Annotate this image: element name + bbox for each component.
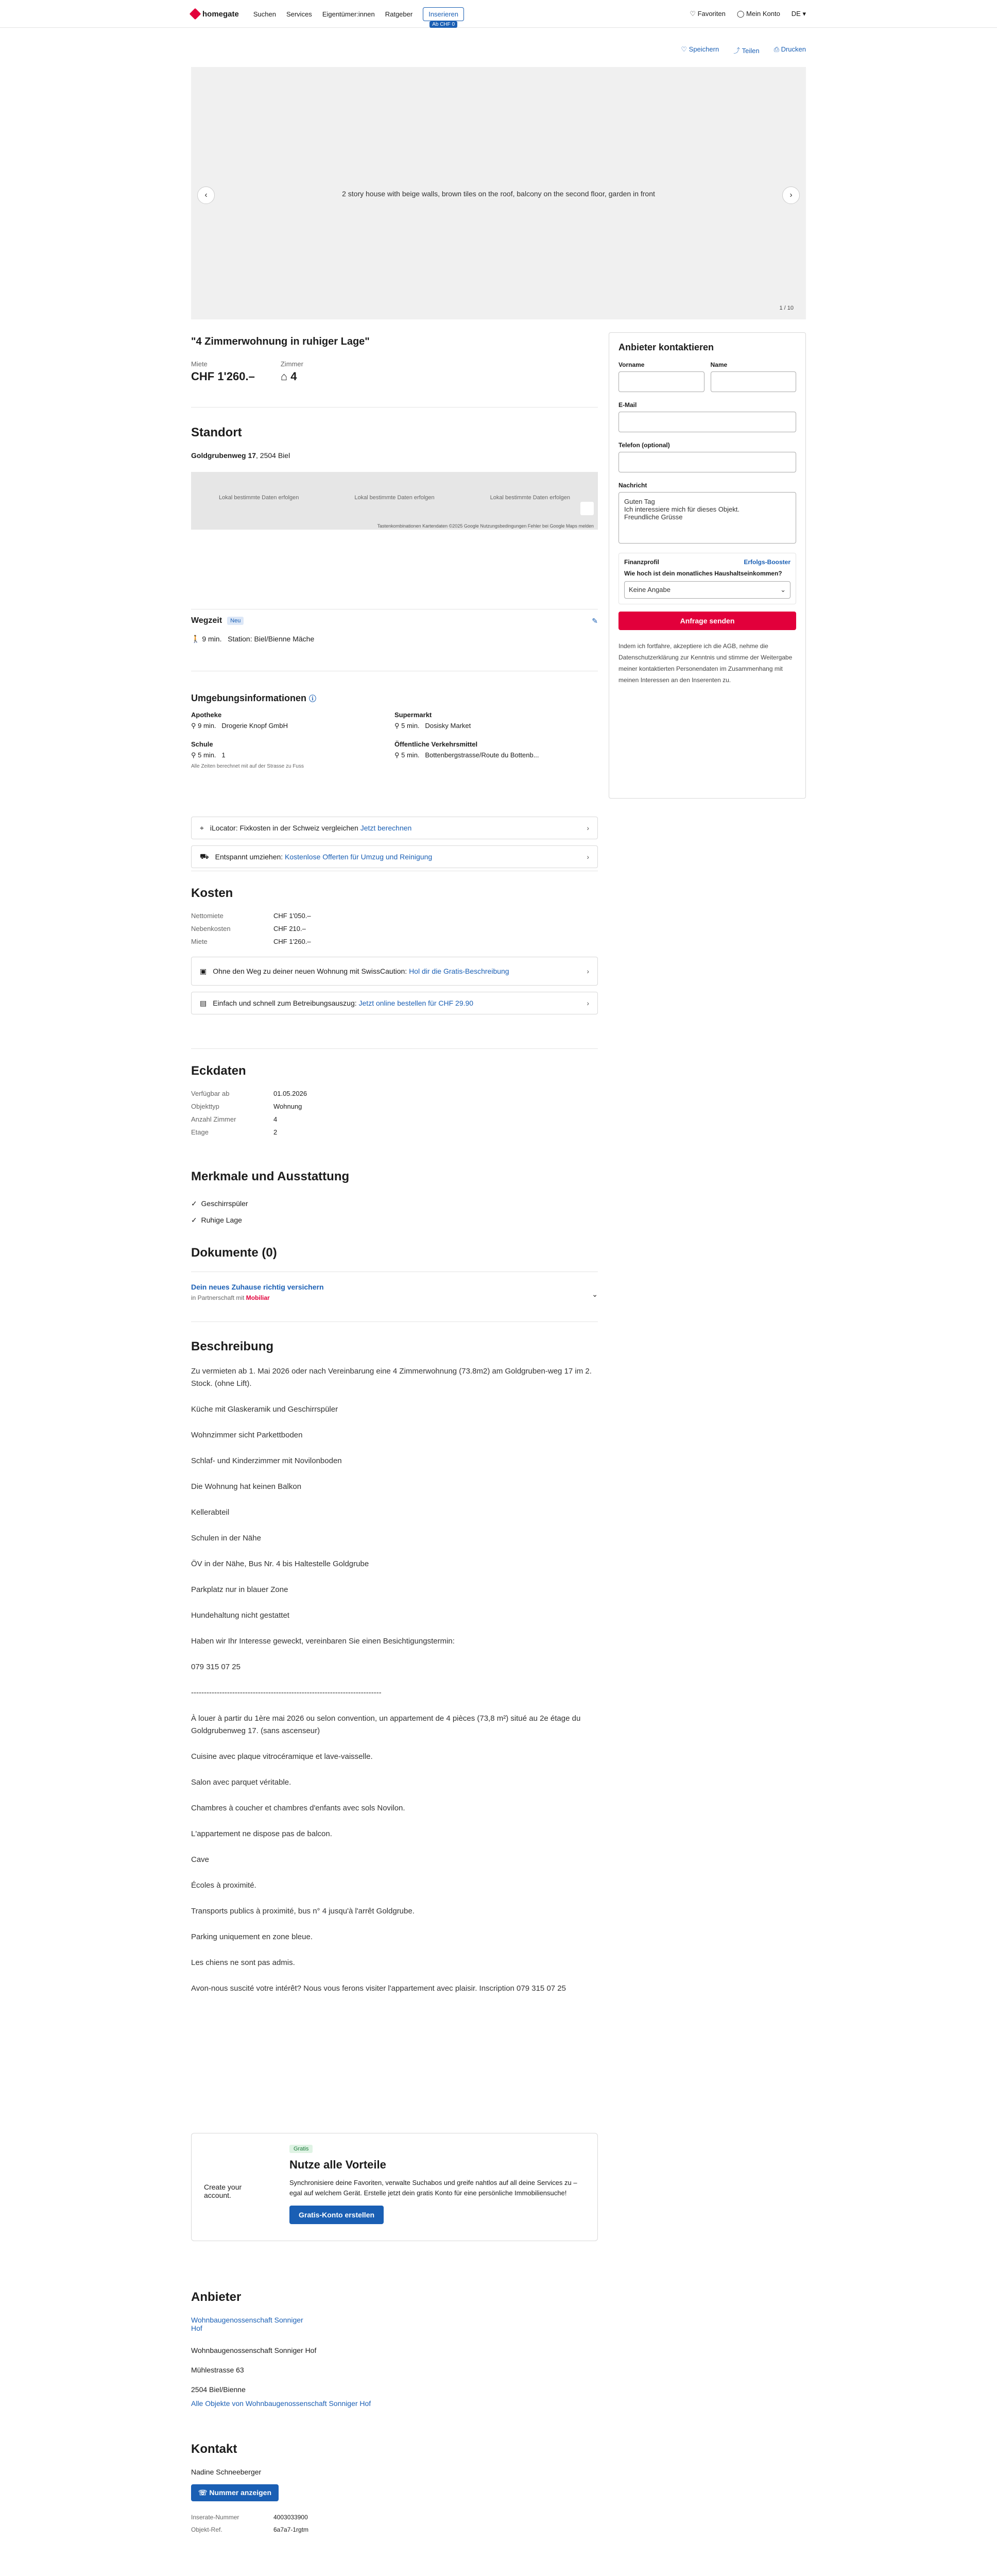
documents-section: Dokumente (0) (191, 1246, 277, 1260)
site-header (0, 0, 997, 28)
description-paragraph: Parking uniquement en zone bleue. (191, 1933, 313, 1941)
description-paragraph: Chambres à coucher et chambres d'enfants avec sols Novilon. (191, 1804, 405, 1812)
description-paragraph: Küche mit Glaskeramik und Geschirrspüler (191, 1405, 338, 1414)
account-link[interactable]: ◯ Mein Konto (736, 10, 780, 18)
nav-services[interactable]: Services (286, 10, 312, 18)
fullscreen-icon[interactable] (580, 502, 594, 515)
ilocator-promo[interactable]: ⌖ iLocator: Fixkosten in der Schweiz vergleichen Jetzt berechnen › (191, 817, 598, 839)
description-paragraph: Schlaf- und Kinderzimmer mit Novilonboden (191, 1456, 342, 1465)
description-paragraph: Kellerabteil (191, 1508, 230, 1517)
description-paragraph: Avon-nous suscité votre intérêt? Nous vous ferons visiter l'appartement avec plaisir. Inscription 079 315 07 25 (191, 1984, 566, 1993)
contact-person-section: Kontakt Nadine Schneeberger ☏ Nummer anzeigen Inserate-Nummer 4003033900 Objekt-Ref. 6a7a7-1rgtm (191, 2442, 309, 2533)
rooms-icon: ⌂ (280, 370, 288, 383)
betreibung-promo[interactable]: ▤ Einfach und schnell zum Betreibungsauszug: Jetzt online bestellen für CHF 29.90 › (191, 992, 598, 1014)
features-section: Merkmale und Ausstattung ✓ Geschirrspüler ✓ Ruhige Lage (191, 1170, 598, 1228)
save-button[interactable]: ♡ Speichern (681, 45, 719, 53)
description-paragraph: Écoles à proximité. (191, 1881, 256, 1890)
print-button[interactable]: ⎙ Drucken (773, 45, 806, 53)
provider-all-listings-link[interactable]: Alle Objekte von Wohnbaugenossenschaft Sonniger Hof (191, 2399, 371, 2408)
favorites-link[interactable]: ♡ Favoriten (690, 10, 726, 18)
commute-section: Wegzeit Neu ✎ 🚶 9 min. Station: Biel/Bienne Mäche (191, 616, 598, 643)
gallery-counter: 1 / 10 (779, 305, 794, 311)
message-textarea[interactable]: Guten Tag Ich interessiere mich für dieses Objekt. Freundliche Grüsse (618, 492, 796, 544)
chevron-down-icon: ⌄ (592, 1290, 598, 1298)
send-inquiry-button[interactable]: Anfrage senden (618, 612, 796, 630)
rooms-count: 4 (290, 370, 297, 383)
cta-price-tag: Ab CHF 0 (429, 21, 457, 28)
finance-profile: Finanzprofil Erfolgs-Booster Wie hoch ist dein monatliches Haushaltseinkommen? Keine Angabe ⌄ (618, 553, 796, 604)
check-icon: ✓ (191, 1199, 197, 1208)
location-heading: Standort (191, 426, 242, 439)
description-paragraph: Zu vermieten ab 1. Mai 2026 oder nach Vereinbarung eine 4 Zimmerwohnung (73.8m2) am Goldgruben-weg 17 im 2. Stock. (ohne Lift). (191, 1367, 592, 1388)
provider-link[interactable]: Wohnbaugenossenschaft Sonniger Hof (191, 2316, 303, 2332)
nav-suchen[interactable]: Suchen (253, 10, 276, 18)
contact-form: Anbieter kontaktieren Vorname Name E-Mail Telefon (optional) Nachricht Guten Tag Ich interessiere mich für dieses Objekt. Freundliche Grüsse Finanzprofil Erfolgs-Booster Wie hoch ist dein monatliches Haushaltseinkommen? Keine Angabe ⌄ Anfrage senden Indem ich fortfahre, akzeptiere ich die AGB, nehme die Datenschutzerklärung zur Kenntnis und stimme der Weitergabe meiner kontaktierten Personendaten im Zusammenhang mit meinen Interessen an den Inserenten zu. (609, 332, 806, 799)
phone-input[interactable] (618, 452, 796, 472)
description-paragraph: -------------------------------------------------------------------------- (191, 1688, 382, 1697)
gallery-prev-icon[interactable]: ‹ (197, 187, 215, 204)
gallery-next-icon[interactable]: › (782, 187, 800, 204)
listing-title: "4 Zimmerwohnung in ruhiger Lage" (191, 336, 370, 347)
insurance-promo[interactable]: Dein neues Zuhause richtig versichern in Partnerschaft mit Mobiliar ⌄ (191, 1283, 598, 1301)
income-select[interactable]: Keine Angabe ⌄ (624, 581, 790, 599)
show-number-button[interactable]: ☏ Nummer anzeigen (191, 2484, 279, 2501)
description-paragraph: Les chiens ne sont pas admis. (191, 1958, 295, 1967)
description-paragraph: À louer à partir du 1ère mai 2026 ou selon convention, un appartement de 4 pièces (73,8 m²) situé au 2e étage du Goldgrubenweg 17. (sans ascenseur) (191, 1714, 581, 1735)
check-icon: ✓ (191, 1216, 197, 1224)
location-section (191, 426, 598, 530)
share-button[interactable]: ⤴ Teilen (733, 47, 760, 55)
nav-eigentuemer[interactable]: Eigentümer:innen (322, 10, 375, 18)
details-section: Eckdaten Verfügbar ab 01.05.2026 Objekttyp Wohnung Anzahl Zimmer 4 Etage 2 (191, 1064, 307, 1136)
new-badge: Neu (227, 617, 244, 625)
inserieren-button[interactable]: Inserieren Ab CHF 0 (423, 7, 464, 21)
description-paragraph: Parkplatz nur in blauer Zone (191, 1585, 288, 1594)
gallery-image-caption: 2 story house with beige walls, brown tiles on the roof, balcony on the second floor, garden in front (342, 190, 655, 198)
create-account-button[interactable]: Gratis-Konto erstellen (289, 2206, 384, 2224)
email-input[interactable] (618, 412, 796, 432)
edit-commute-icon[interactable]: ✎ (592, 616, 598, 625)
description-paragraph: L'appartement ne dispose pas de balcon. (191, 1829, 332, 1838)
description-paragraph: Transports publics à proximité, bus n° 4 jusqu'à l'arrêt Goldgrube. (191, 1907, 415, 1916)
language-select[interactable]: DE ▾ (791, 10, 806, 18)
map[interactable]: Lokal bestimmte Daten erfolgen Lokal bestimmte Daten erfolgen Lokal bestimmte Daten erfolgen Tastenkombinationen Kartendaten ©2025 Google Nutzungsbedingungen Fehler bei Google Maps melden (191, 472, 598, 530)
listing-title-section: "4 Zimmerwohnung in ruhiger Lage" Miete CHF 1'260.– Zimmer ⌂ 4 (191, 336, 598, 383)
info-icon[interactable]: ⓘ (309, 694, 317, 703)
first-name-input[interactable] (618, 371, 704, 392)
account-promo: Create your account. Gratis Nutze alle Vorteile Synchronisiere deine Favoriten, verwalte Suchabos und greife nahtlos auf all deine Services zu – egal auf welchem Gerät. Erstelle jetzt dein gratis Konto für eine persönliche Immobiliensuche! Gratis-Konto erstellen (191, 2133, 598, 2241)
promo-links (191, 817, 598, 874)
last-name-input[interactable] (711, 371, 797, 392)
provider-section: Anbieter Wohnbaugenossenschaft Sonniger Hof Wohnbaugenossenschaft Sonniger Hof Mühlestrasse 63 2504 Biel/Bienne Alle Objekte von Wohnbaugenossenschaft Sonniger Hof (191, 2290, 371, 2408)
description-paragraph: Salon avec parquet véritable. (191, 1778, 291, 1787)
description-section: Beschreibung Zu vermieten ab 1. Mai 2026 oder nach Vereinbarung eine 4 Zimmerwohnung (73.8m2) am Goldgruben-weg 17 im 2. Stock. (ohne Lift). Küche mit Glaskeramik und Geschirrspüler Wohnzimmer sicht Parkettboden Schlaf- und Kinderzimmer mit Novilonboden Die Wohnung hat keinen Balkon Kellerabteil Schulen in der Nähe ÖV in der Nähe, Bus Nr. 4 bis Haltestelle Goldgrube Parkplatz nur in blauer Zone Hundehaltung nicht gestattet Haben wir Ihr Interesse geweckt, vereinbaren Sie einen Besichtigungstermin: 079 315 07 25 -------------------------------------------------------------------------- À louer à partir du 1ère mai 2026 ou selon convention, un appartement de 4 pièces (73,8 m²) situé au 2e étage du Goldgrubenweg 17. (sans ascenseur) Cuisine avec plaque vitrocéramique et lave-vaisselle. Salon avec parquet véritable. Chambres à coucher et chambres d'enfants avec sols Novilon. L'appartement ne dispose pas de balcon. Cave Écoles à proximité. Transports publics à proximité, bus n° 4 jusqu'à l'arrêt Goldgrube. Parking uniquement en zone bleue. Les chiens ne sont pas admis. Avon-nous suscité votre intérêt? Nous vous ferons visiter l'appartement avec plaisir. Inscription 079 315 07 25 (191, 1340, 598, 2008)
description-paragraph: Wohnzimmer sicht Parkettboden (191, 1431, 303, 1439)
surroundings-section: Umgebungsinformationen ⓘ Apotheke ⚲ 9 min. Drogerie Knopf GmbH Supermarkt ⚲ 5 min. Dosisky Market Schule ⚲ 5 min. 1 Öffentliche Verkehrsmittel ⚲ 5 min. Bottenbergstrasse/Route du Bottenb... Alle Zeiten berechnet mit auf der Strasse zu Fuss (191, 693, 539, 769)
homegate-logo[interactable]: homegate (191, 10, 239, 19)
description-paragraph: Cave (191, 1855, 210, 1864)
costs-section: Kosten Nettomiete CHF 1'050.– Nebenkosten CHF 210.– Miete CHF 1'260.– ▣ Ohne den Weg zu deiner neuen Wohnung mit SwissCaution: Hol dir die Gratis-Beschreibung › ▤ Einfach und schnell zum Betreibungsauszug: Jetzt online bestellen für CHF 29.90 › (191, 886, 598, 1021)
feature-item: ✓ Geschirrspüler (191, 1199, 248, 1208)
main-nav (253, 7, 464, 27)
nav-ratgeber[interactable]: Ratgeber (385, 10, 413, 18)
walk-icon: 🚶 (191, 635, 200, 643)
listing-actions (681, 45, 806, 55)
description-paragraph: Schulen in der Nähe (191, 1534, 261, 1543)
description-paragraph: Die Wohnung hat keinen Balkon (191, 1482, 302, 1491)
image-gallery[interactable] (191, 67, 806, 319)
rent-price: CHF 1'260.– (191, 370, 255, 383)
logo-mark-icon (190, 8, 201, 20)
address: Goldgrubenweg 17, 2504 Biel (191, 451, 290, 460)
moving-promo[interactable]: ⛟ Entspannt umziehen: Kostenlose Offerten für Umzug und Reinigung › (191, 845, 598, 868)
swisscaution-promo[interactable]: ▣ Ohne den Weg zu deiner neuen Wohnung mit SwissCaution: Hol dir die Gratis-Beschreibung › (191, 957, 598, 986)
description-paragraph: ÖV in der Nähe, Bus Nr. 4 bis Haltestelle Goldgrube (191, 1560, 369, 1568)
description-paragraph: Haben wir Ihr Interesse geweckt, vereinbaren Sie einen Besichtigungstermin: (191, 1637, 455, 1646)
description-paragraph: 079 315 07 25 (191, 1663, 240, 1671)
description-paragraph: Cuisine avec plaque vitrocéramique et lave-vaisselle. (191, 1752, 373, 1761)
feature-item: ✓ Ruhige Lage (191, 1216, 242, 1224)
description-paragraph: Hundehaltung nicht gestattet (191, 1611, 289, 1620)
